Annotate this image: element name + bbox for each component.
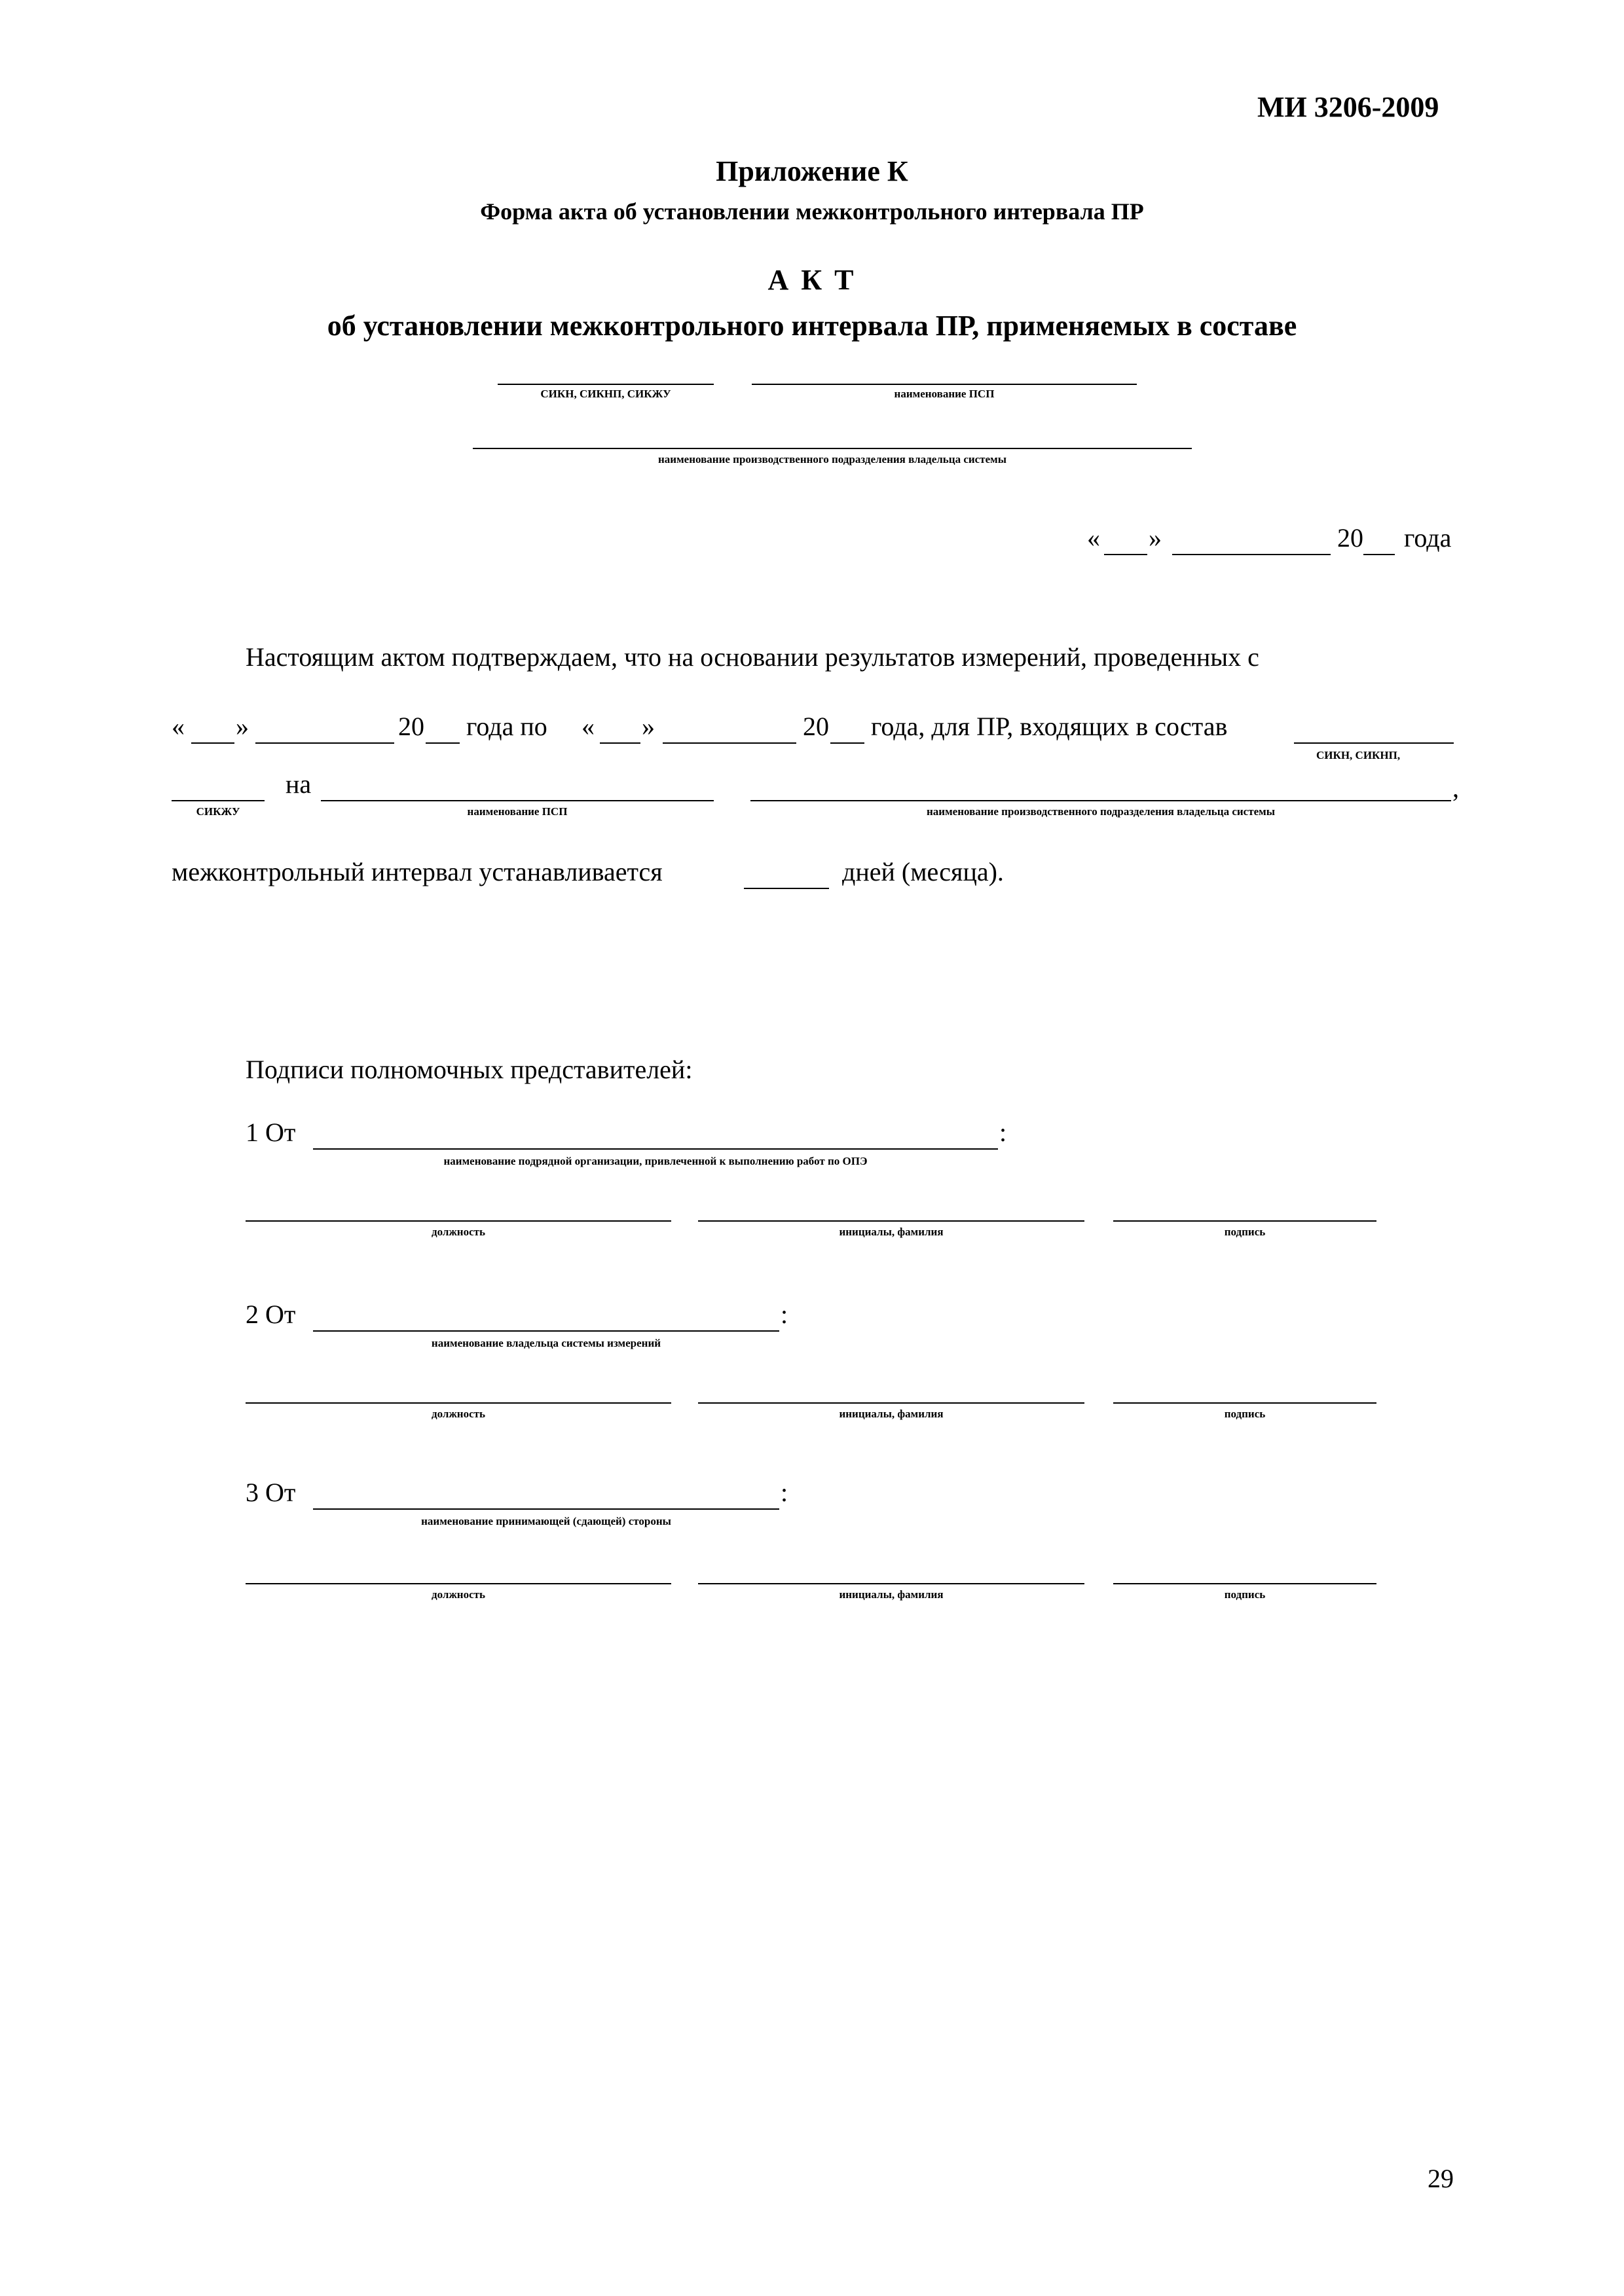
signature-block-3-position-field[interactable] xyxy=(246,1583,671,1584)
signature-block-2-colon: : xyxy=(781,1300,788,1329)
date-year-prefix: 20 xyxy=(1337,523,1363,553)
division-name-caption-2: наименование производственного подразделения владельца системы xyxy=(927,805,1275,818)
signature-block-1-signature-field[interactable] xyxy=(1113,1220,1376,1222)
document-code: МИ 3206-2009 xyxy=(1257,91,1439,123)
division-name-field-2[interactable] xyxy=(750,800,1451,801)
period-text-until: года по xyxy=(466,712,547,741)
signature-block-3-name-field[interactable] xyxy=(698,1583,1084,1584)
signature-block-1-name-field[interactable] xyxy=(698,1220,1084,1222)
psp-name-caption: наименование ПСП xyxy=(894,388,995,400)
psp-name-caption-2: наименование ПСП xyxy=(467,805,568,818)
system-type-caption-2b: СИКЖУ xyxy=(196,805,240,818)
signature-block-1-signature-caption: подпись xyxy=(1224,1226,1266,1238)
signature-block-3-position-caption: должность xyxy=(432,1588,485,1601)
period-start-year-field[interactable] xyxy=(426,742,460,744)
period-end-day-field[interactable] xyxy=(600,742,640,744)
period-start-year-prefix: 20 xyxy=(398,712,424,741)
psp-name-field-2[interactable] xyxy=(321,800,714,801)
period-end-open-quote: « xyxy=(581,712,595,741)
act-title: А К Т xyxy=(767,264,857,296)
period-start-day-field[interactable] xyxy=(191,742,234,744)
period-start-month-field[interactable] xyxy=(255,742,394,744)
signature-block-3-caption: наименование принимающей (сдающей) стороны xyxy=(421,1515,671,1527)
signature-block-2-name-field[interactable] xyxy=(698,1402,1084,1404)
act-heading: об установлении межконтрольного интервала ПР, применяемых в составе xyxy=(327,310,1297,342)
period-start-close-quote: » xyxy=(236,712,249,741)
period-end-year-prefix: 20 xyxy=(803,712,829,741)
signature-block-1-caption: наименование подрядной организации, привлеченной к выполнению работ по ОПЭ xyxy=(443,1155,868,1167)
division-name-caption: наименование производственного подразделения владельца системы xyxy=(658,453,1006,465)
appendix-title: Приложение К xyxy=(716,155,908,187)
signature-block-3-label: 3 От xyxy=(246,1478,296,1507)
period-text-composition: года, для ПР, входящих в состав xyxy=(871,712,1228,741)
interval-text: межконтрольный интервал устанавливается xyxy=(172,857,663,886)
signature-block-2-label: 2 От xyxy=(246,1300,296,1329)
signature-block-2-signature-field[interactable] xyxy=(1113,1402,1376,1404)
period-end-year-field[interactable] xyxy=(830,742,864,744)
signature-block-1-org-field[interactable] xyxy=(313,1148,998,1150)
signature-block-3-colon: : xyxy=(781,1478,788,1507)
body-paragraph-line-1: Настоящим актом подтверждаем, что на основании результатов измерений, проведенных с xyxy=(246,642,1259,672)
signature-block-2-caption: наименование владельца системы измерений xyxy=(431,1337,661,1349)
signature-block-3-signature-field[interactable] xyxy=(1113,1583,1376,1584)
signature-block-3-signature-caption: подпись xyxy=(1224,1588,1266,1601)
page-number: 29 xyxy=(1428,2164,1454,2193)
system-type-field-2[interactable] xyxy=(1294,742,1454,744)
signature-block-2-name-caption: инициалы, фамилия xyxy=(839,1408,944,1420)
date-year-field[interactable] xyxy=(1363,554,1395,555)
line-comma: , xyxy=(1452,773,1459,803)
date-year-word: года xyxy=(1404,523,1452,553)
signature-block-1-label: 1 От xyxy=(246,1118,296,1147)
period-end-month-field[interactable] xyxy=(663,742,796,744)
signature-block-1-colon: : xyxy=(999,1118,1007,1147)
signature-block-1-position-field[interactable] xyxy=(246,1220,671,1222)
signature-block-1-position-caption: должность xyxy=(432,1226,485,1238)
period-end-close-quote: » xyxy=(642,712,655,741)
signature-block-3-name-caption: инициалы, фамилия xyxy=(839,1588,944,1601)
signature-block-3-org-field[interactable] xyxy=(313,1508,779,1510)
system-type-caption-2a: СИКН, СИКНП, xyxy=(1316,749,1401,761)
signature-block-2-signature-caption: подпись xyxy=(1224,1408,1266,1420)
signature-block-2-org-field[interactable] xyxy=(313,1330,779,1332)
date-day-field[interactable] xyxy=(1104,554,1147,555)
date-close-quote: » xyxy=(1149,523,1162,553)
system-type-caption: СИКН, СИКНП, СИКЖУ xyxy=(540,388,671,400)
interval-unit-text: дней (месяца). xyxy=(842,857,1004,886)
date-month-field[interactable] xyxy=(1172,554,1331,555)
appendix-subtitle: Форма акта об установлении межконтрольного интервала ПР xyxy=(480,198,1144,225)
signatures-title: Подписи полномочных представителей: xyxy=(246,1055,693,1084)
signature-block-1-name-caption: инициалы, фамилия xyxy=(839,1226,944,1238)
period-start-open-quote: « xyxy=(172,712,185,741)
signature-block-2-position-field[interactable] xyxy=(246,1402,671,1404)
signature-block-2-position-caption: должность xyxy=(432,1408,485,1420)
na-word: на xyxy=(286,769,312,799)
date-open-quote: « xyxy=(1087,523,1100,553)
system-type-field-2b[interactable] xyxy=(172,800,265,801)
interval-days-field[interactable] xyxy=(744,888,829,889)
